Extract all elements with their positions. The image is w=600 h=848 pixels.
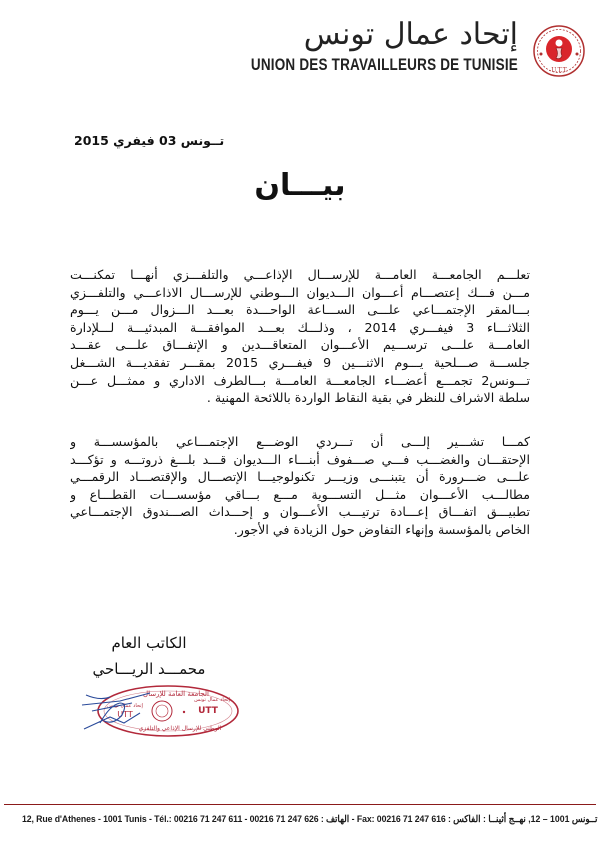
paragraph-line: تعلـــم الجامعـــة العامـــة للإرســـال الإذاعـــي والتلفـــزي أنهـــا تمكنـــت: [70, 267, 530, 282]
signature-block: [74, 630, 224, 682]
paragraph-line: بـــالمقر الإجتمـــاعي علـــى الســـاعة الواحـــدة بعـــد الـــزوال مـــن يـــوم: [70, 302, 530, 318]
footer-address-ar: : تــونس 1001 – 12, نهــج أثينــا: [482, 813, 598, 824]
paragraph-line: الإحتقـــان والغضـــب فـــي صـــفوف أبنـــاء الـــديوان قـــد بلـــغ ذروتـــه و تؤكـــد: [70, 451, 530, 467]
svg-text:UTT: UTT: [198, 706, 218, 716]
svg-text:U.T.T: U.T.T: [551, 67, 567, 74]
utt-logo-icon: [532, 24, 586, 78]
letterhead-arabic-name: إتحاد عمال تونس: [303, 17, 518, 52]
footer-address: [22, 813, 598, 825]
footer-fax-label-ar: الفاكس: [453, 813, 481, 824]
signatory-name: محمـــد الريـــاحي: [92, 660, 206, 678]
svg-text:إتحاد عمال تونس: إتحاد عمال تونس: [107, 703, 143, 709]
paragraph-line: الخاص بالمؤسسة وإنهاء التفاوض حول الزيادة في الأجور.: [233, 521, 530, 537]
document-date: تــونس 03 فيفري 2015: [74, 133, 225, 148]
document-title: بيـــان: [254, 168, 346, 203]
paragraph-line: مـــن فـــك إعتصـــام أعـــوان الـــديوان الـــوطني للإرســـال الاذاعـــي والتلفـــزي: [70, 284, 530, 300]
svg-text:الجامعة العامة للإرسال: الجامعة العامة للإرسال: [143, 690, 209, 698]
letterhead: [250, 17, 586, 80]
footer-fax: - Fax: 00216 71 247 616 :: [351, 813, 451, 824]
paragraph-1: [70, 266, 530, 407]
official-stamp-icon: [80, 683, 240, 739]
paragraph-line: الثلاثـــاء 3 فيفـــري 2014 ، وذلـــك بعـــد الموافقـــة المبدئيـــة لـــلإدارة: [70, 319, 530, 335]
paragraph-line: تطبيـــق اتفـــاق إعـــادة ترتيـــب الأعـــوان و إحـــداث الصـــندوق الإجتمـــاعي: [70, 504, 530, 520]
paragraph-line: مطالـــب الأعـــوان مثـــل التســـوية مـــع بـــاقي مؤسســـات القطـــاع و: [70, 486, 530, 502]
svg-text:الوطني للإرسال الإذاعي والتلفز: الوطني للإرسال الإذاعي والتلفزي: [138, 725, 222, 732]
letterhead-french-name: UNION DES TRAVAILLEURS DE TUNISIE: [250, 55, 518, 74]
paragraph-line: تـــونس2 تجمـــع أعضـــاء الجامعـــة العامـــة بـــالطرف الاداري و ممثـــل عـــن: [70, 372, 530, 388]
paragraph-2: [70, 433, 530, 539]
signatory-role: الكاتب العام: [111, 634, 187, 652]
footer-address-fr: 12, Rue d'Athenes - 1001 Tunis - Tél.: 00216 71 247 611 - 00216 71 247 626 :: [22, 813, 324, 824]
paragraph-line: علـــى ضـــرورة أن يتبنـــى وزيـــر تكنولوجيـــا الإتصـــال والإقتصـــاد الرقمـــي: [70, 469, 530, 485]
svg-text:UTT: UTT: [117, 710, 133, 719]
paragraph-line: سلطة الاشراف للنظر في بقية النقاط الواردة باللائحة المهنية .: [206, 390, 530, 406]
paragraph-line: العامـــة علـــى ترســـيم الأعـــوان المتعاقـــدين و الإتفـــاق علـــى عقـــد: [70, 337, 530, 353]
svg-text:إتحاد عمال تونس: إتحاد عمال تونس: [194, 697, 230, 703]
paragraph-line: كمـــا تشـــير إلـــى أن تـــردي الوضـــع الإجتمـــاعي بالمؤسســـة و: [70, 434, 530, 449]
footer-phone-label-ar: الهاتف: [325, 813, 350, 824]
paragraph-line: جلســـة صـــلحية يـــوم الاثنـــين 9 فيفـــري 2015 بمقـــر تفقديـــة الشـــغل: [70, 354, 530, 370]
footer-divider: [4, 804, 596, 805]
